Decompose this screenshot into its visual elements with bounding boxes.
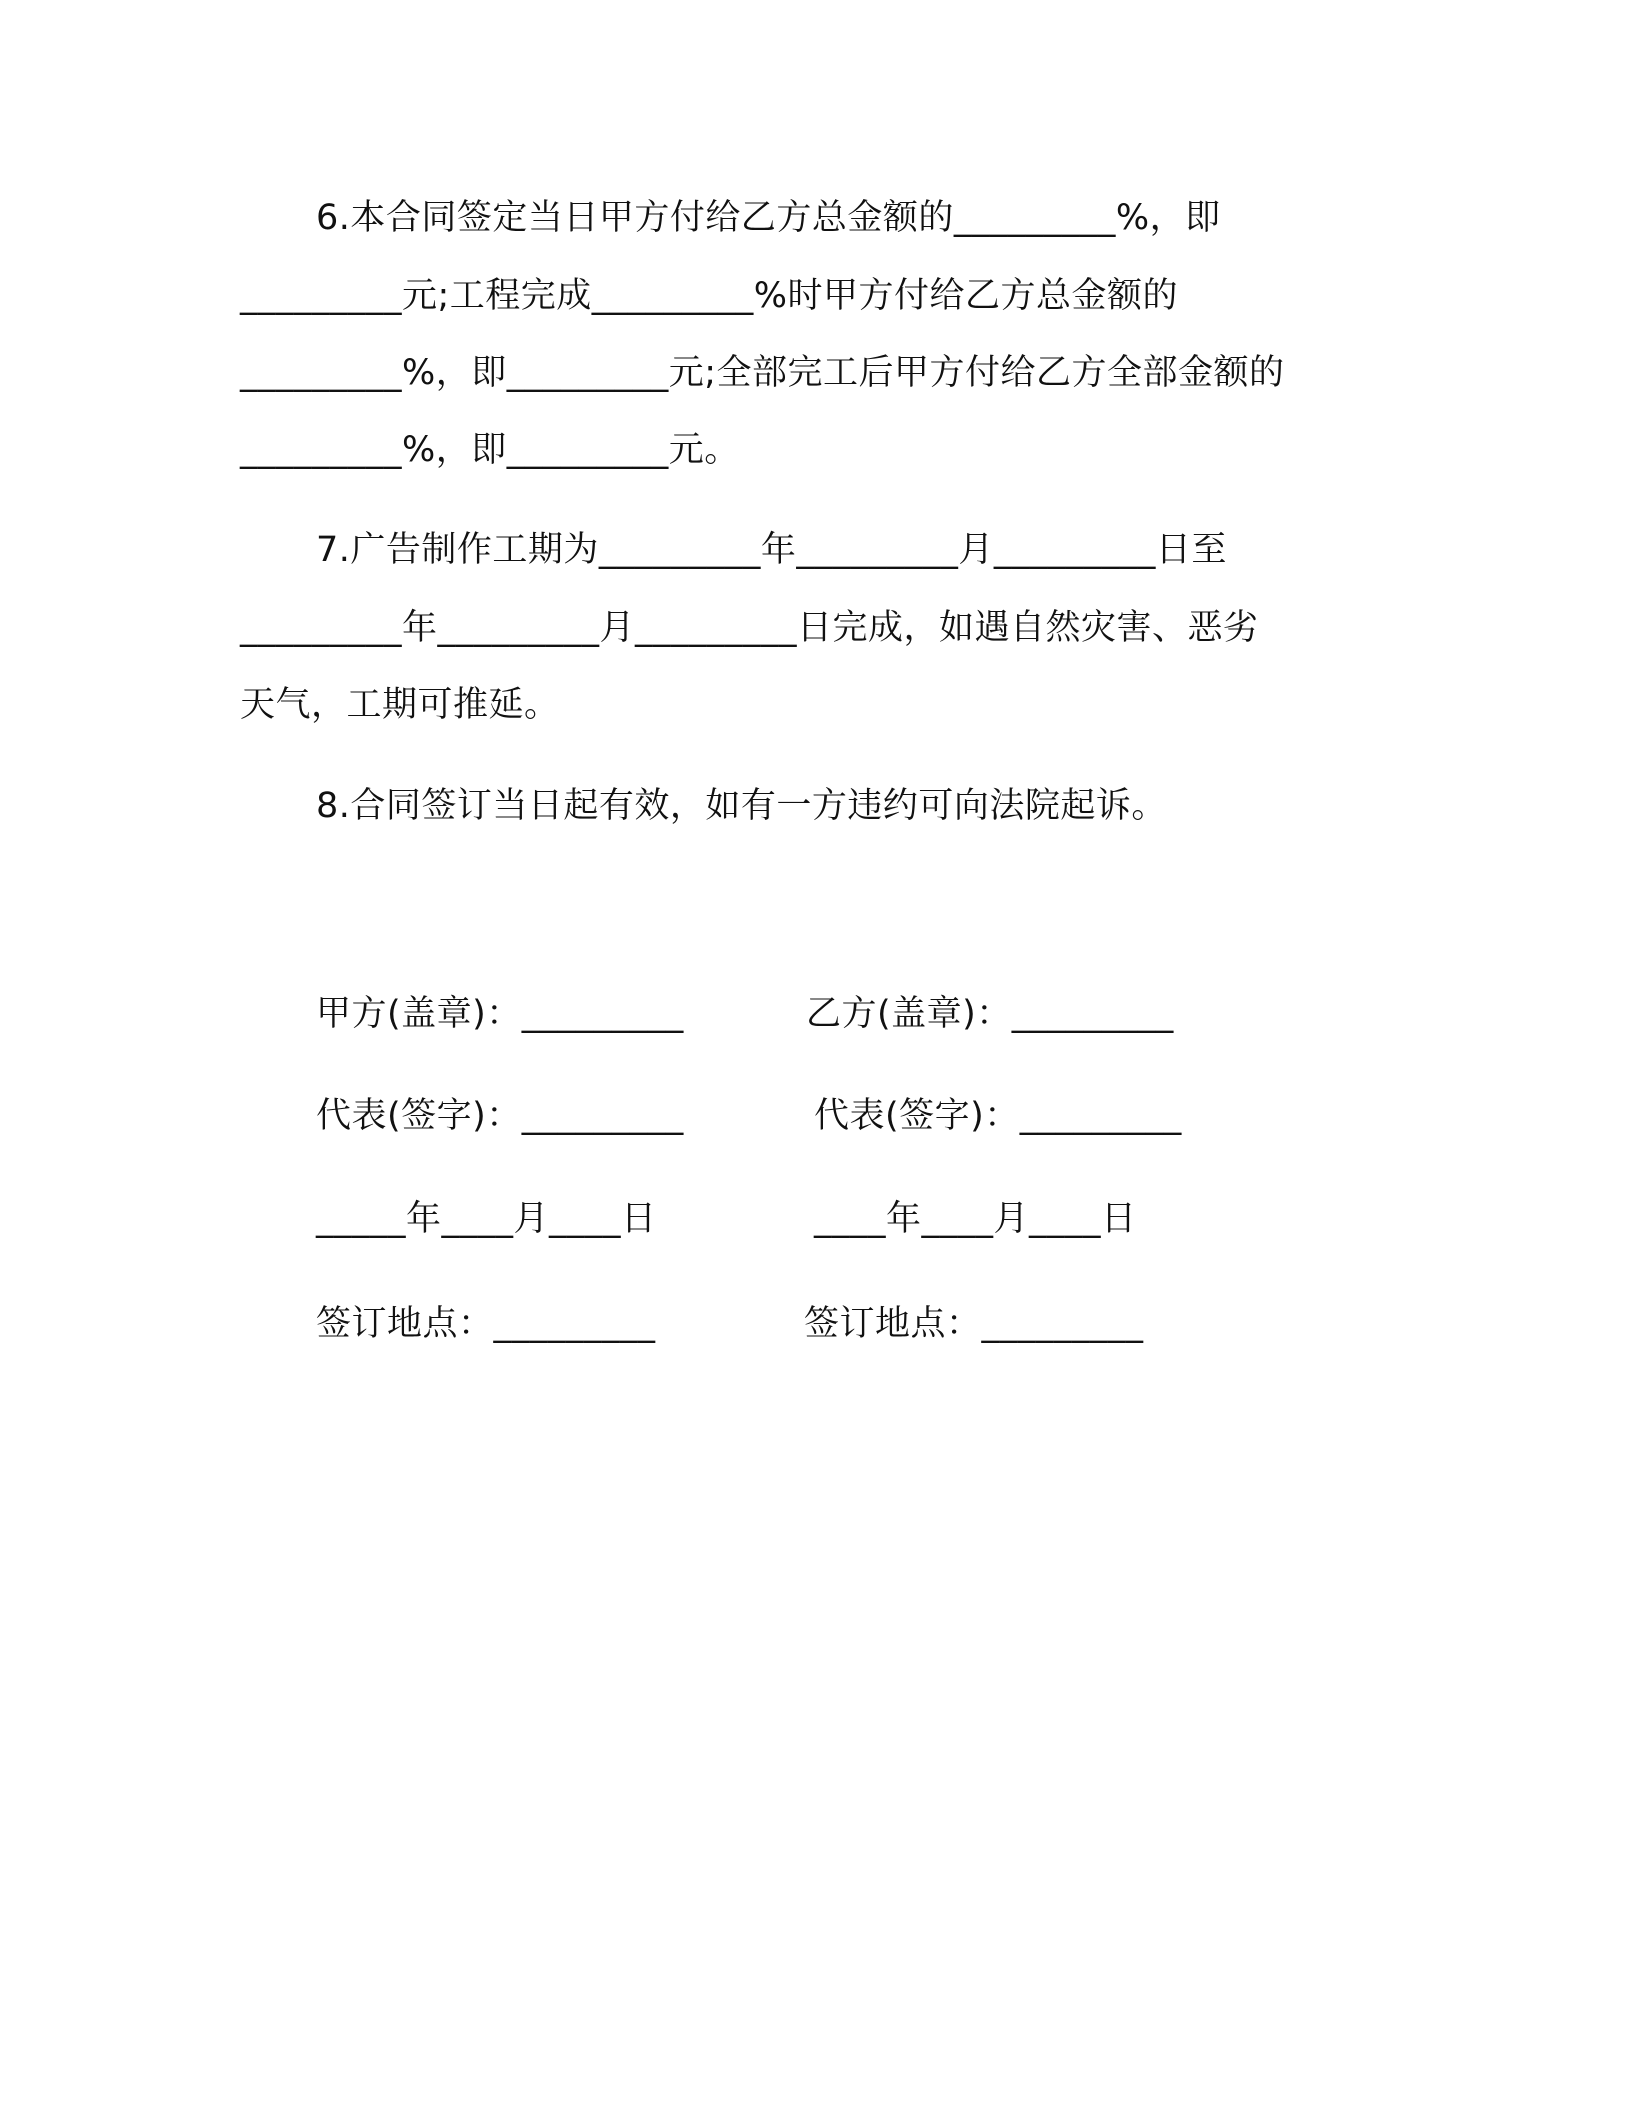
party-a-date-field: _____年____月____日: [316, 1199, 657, 1239]
clause-7-line-3: 天气，工期可推延。: [240, 685, 560, 725]
clause-8-line-1: 8.合同签订当日起有效，如有一方违约可向法院起诉。: [316, 786, 1167, 826]
clause-6-line-4: _________%，即_________元。: [240, 430, 740, 470]
party-b-representative-field: 代表(签字)：_________: [814, 1096, 1182, 1136]
party-b-date-field: ____年____月____日: [814, 1199, 1137, 1239]
party-a-seal-field: 甲方(盖章)：_________: [316, 994, 684, 1034]
clause-6-line-1: 6.本合同签定当日甲方付给乙方总金额的_________%，即: [316, 198, 1221, 238]
party-b-signing-place-field: 签订地点：_________: [804, 1304, 1144, 1344]
party-a-representative-field: 代表(签字)：_________: [316, 1096, 684, 1136]
clause-6-line-3: _________%，即_________元;全部完工后甲方付给乙方全部金额的: [240, 353, 1285, 393]
clause-7-line-1: 7.广告制作工期为_________年_________月_________日至: [316, 530, 1227, 570]
party-b-seal-field: 乙方(盖章)：_________: [806, 994, 1174, 1034]
clause-6-line-2: _________元;工程完成_________%时甲方付给乙方总金额的: [240, 276, 1179, 316]
clause-7-line-2: _________年_________月_________日完成，如遇自然灾害、恶劣: [240, 608, 1259, 648]
party-a-signing-place-field: 签订地点：_________: [316, 1304, 656, 1344]
